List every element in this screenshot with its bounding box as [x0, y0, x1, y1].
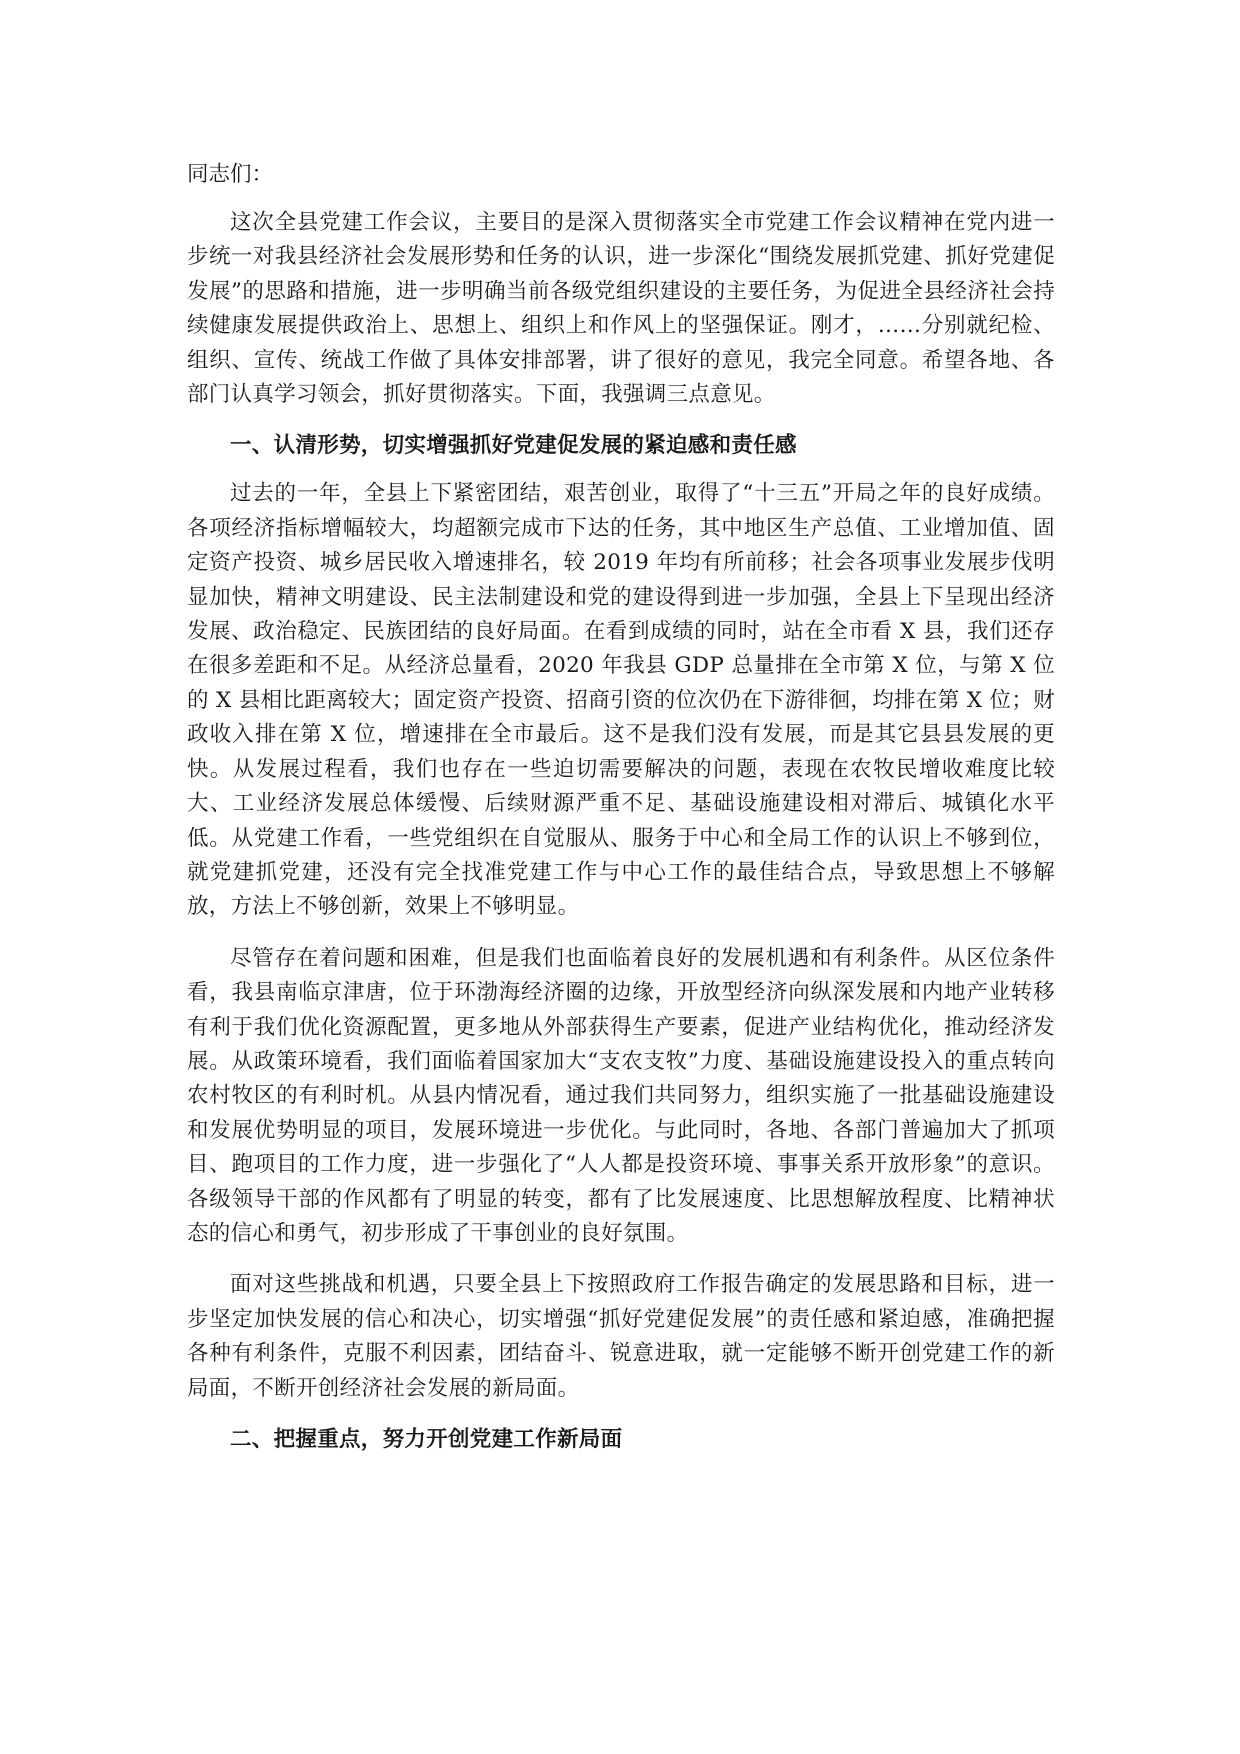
section-1-paragraph-3: 面对这些挑战和机遇，只要全县上下按照政府工作报告确定的发展思路和目标，进一步坚定加快发展的信心和决心，切实增强“抓好党建促发展”的责任感和紧迫感，准确把握各种有利条件，克服不利因素，团结奋斗、锐意进取，就一定能够不断开创党建工作的新局面，不断开创经济社会发展的新局面。	[187, 1272, 1055, 1401]
section-1-heading: 一、认清形势，切实增强抓好党建促发展的紧迫感和责任感	[230, 433, 797, 459]
section-1-paragraph-1: 过去的一年，全县上下紧密团结，艰苦创业，取得了“十三五”开局之年的良好成绩。各项经济指标增幅较大，均超额完成市下达的任务，其中地区生产总值、工业增加值、固定资产投资、城乡居民收入增速排名，较 2019 年均有所前移；社会各项事业发展步伐明显加快，精神文明建设、民主法制建设和党的建设得到进一步加强，全县上下呈现出经济发展、政治稳定、民族团结的良好局面。在看到成绩的同时，站在全市看 X 县，我们还存在很多差距和不足。从经济总量看，2020 年我县 GDP 总量排在全市第 X 位，与第 X 位的 X 县相比距离较大；固定资产投资、招商引资的位次仍在下游徘徊，均排在第 X 位；财政收入排在第 X 位，增速排在全市最后。这不是我们没有发展，而是其它县县发展的更快。从发展过程看，我们也存在一些迫切需要解决的问题，表现在农牧民增收难度比较大、工业经济发展总体缓慢、后续财源严重不足、基础设施建设相对滞后、城镇化水平低。从党建工作看，一些党组织在自觉服从、服务于中心和全局工作的认识上不够到位，就党建抓党建，还没有完全找准党建工作与中心工作的最佳结合点，导致思想上不够解放，方法上不够创新，效果上不够明显。	[187, 481, 1055, 920]
section-2-heading: 二、把握重点，努力开创党建工作新局面	[230, 1427, 623, 1452]
section-1-paragraph-2: 尽管存在着问题和困难，但是我们也面临着良好的发展机遇和有利条件。从区位条件看，我县南临京津唐，位于环渤海经济圈的边缘，开放型经济向纵深发展和内地产业转移有利于我们优化资源配置，更多地从外部获得生产要素，促进产业结构优化，推动经济发展。从政策环境看，我们面临着国家加大“支农支牧”力度、基础设施建设投入的重点转向农村牧区的有利时机。从县内情况看，通过我们共同努力，组织实施了一批基础设施建设和发展优势明显的项目，发展环境进一步优化。与此同时，各地、各部门普遍加大了抓项目、跑项目的工作力度，进一步强化了“人人都是投资环境、事事关系开放形象”的意识。各级领导干部的作风都有了明显的转变，都有了比发展速度、比思想解放程度、比精神状态的信心和勇气，初步形成了干事创业的良好氛围。	[187, 945, 1055, 1246]
document-page	[187, 158, 1055, 1471]
intro-paragraph: 这次全县党建工作会议，主要目的是深入贯彻落实全市党建工作会议精神在党内进一步统一对我县经济社会发展形势和任务的认识，进一步深化“围绕发展抓党建、抓好党建促发展”的思路和措施，进一步明确当前各级党组织建设的主要任务，为促进全县经济社会持续健康发展提供政治上、思想上、组织上和作风上的坚强保证。刚才，……分别就纪检、组织、宣传、统战工作做了具体安排部署，讲了很好的意见，我完全同意。希望各地、各部门认真学习领会，抓好贯彻落实。下面，我强调三点意见。	[187, 210, 1055, 408]
salutation: 同志们：	[187, 162, 274, 187]
